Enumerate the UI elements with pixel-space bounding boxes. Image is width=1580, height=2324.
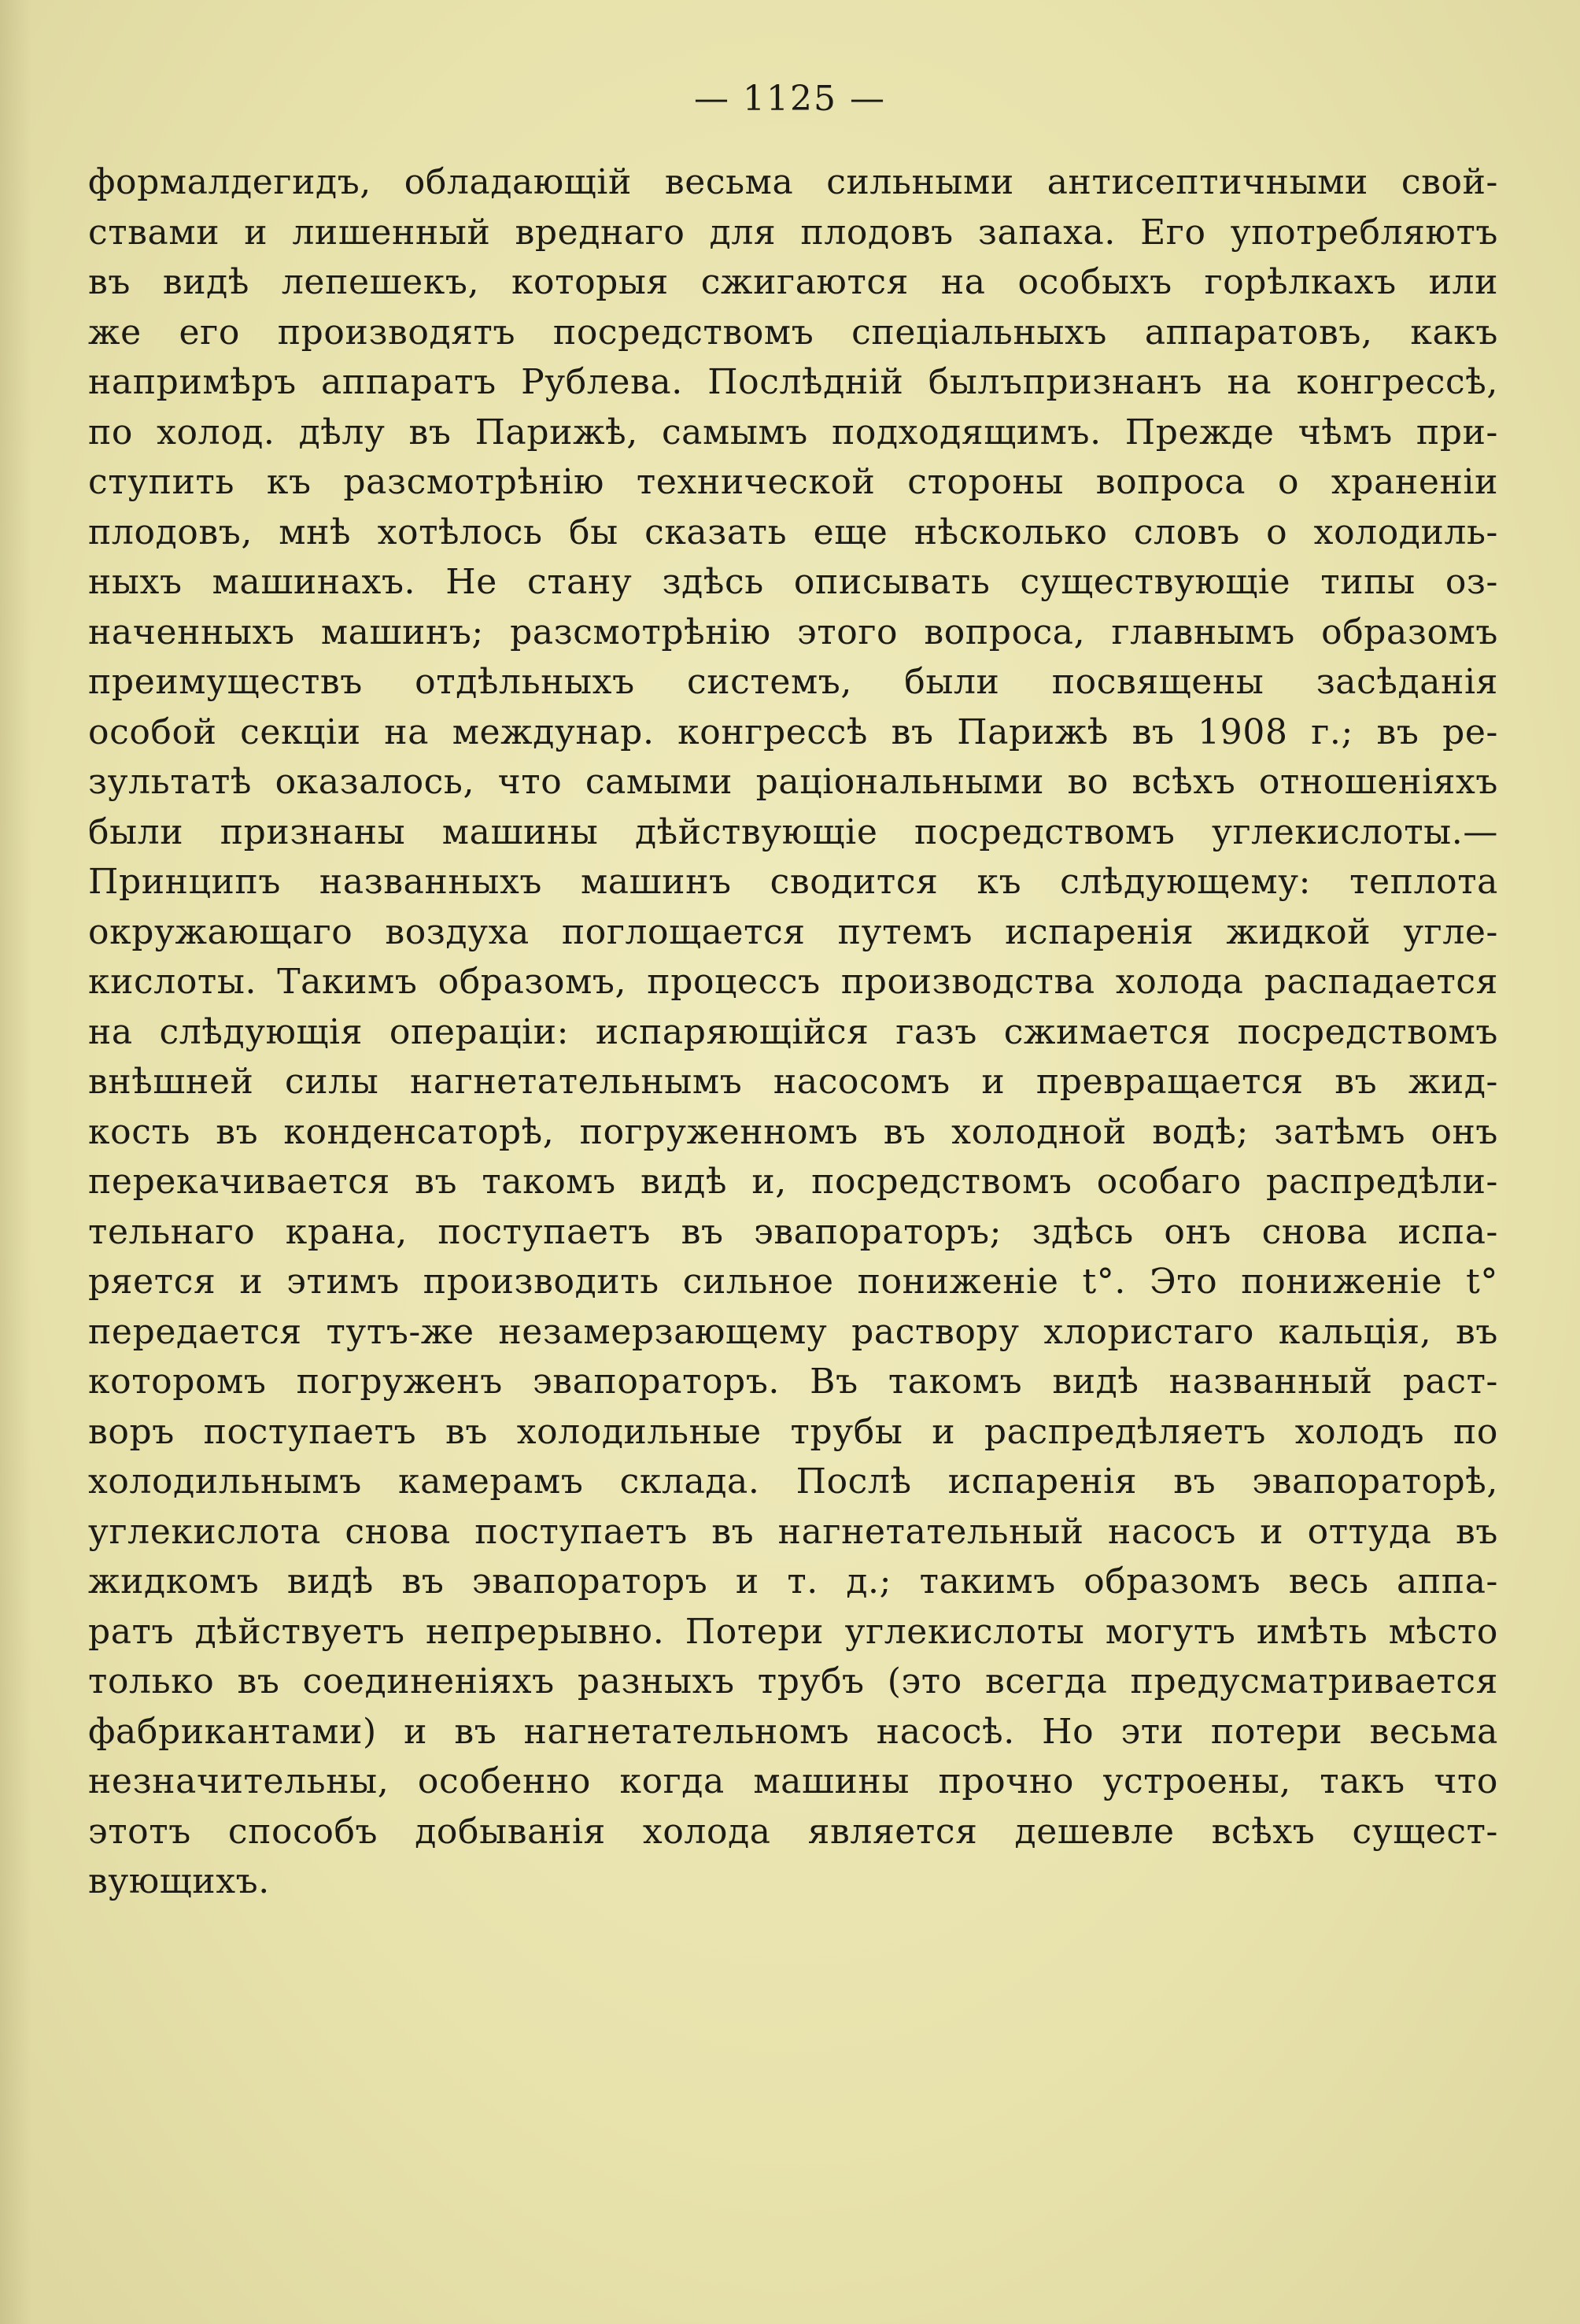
text-line: зультатѣ оказалось, что самыми раціональными во всѣхъ отношеніяхъ — [88, 762, 1498, 802]
text-line: внѣшней силы нагнетательнымъ насосомъ и превращается въ жид- — [88, 1062, 1498, 1102]
text-line: ратъ дѣйствуетъ непрерывно. Потери углекислоты могутъ имѣть мѣсто — [88, 1611, 1498, 1652]
text-line: ствами и лишенный вреднаго для плодовъ запаха. Его употребляютъ — [88, 212, 1498, 253]
text-line: ныхъ машинахъ. Не стану здѣсь описывать существующіе типы оз- — [88, 562, 1498, 602]
text-line: окружающаго воздуха поглощается путемъ испаренія жидкой угле- — [88, 911, 1498, 952]
page-edge-shadow — [0, 0, 31, 2324]
text-line: наченныхъ машинъ; разсмотрѣнію этого вопроса, главнымъ образомъ — [88, 611, 1498, 652]
text-line: воръ поступаетъ въ холодильные трубы и распредѣляетъ холодъ по — [88, 1411, 1498, 1452]
text-line: по холод. дѣлу въ Парижѣ, самымъ подходящимъ. Прежде чѣмъ при- — [88, 412, 1498, 453]
text-line: которомъ погруженъ эвапораторъ. Въ такомъ видѣ названный раст- — [88, 1362, 1498, 1402]
text-line: особой секціи на междунар. конгрессѣ въ Парижѣ въ 1908 г.; въ ре- — [88, 711, 1498, 752]
text-line: только въ соединеніяхъ разныхъ трубъ (это всегда предусматривается — [88, 1661, 1498, 1701]
text-line: формалдегидъ, обладающій весьма сильными антисептичными свой- — [88, 162, 1498, 202]
text-line: Принципъ названныхъ машинъ сводится къ слѣдующему: теплота — [88, 862, 1498, 902]
text-line: же его производятъ посредствомъ спеціальныхъ аппаратовъ, какъ — [88, 312, 1498, 353]
text-line: на слѣдующія операціи: испаряющійся газъ сжимается посредствомъ — [88, 1011, 1498, 1052]
text-line: преимуществъ отдѣльныхъ системъ, были посвящены засѣданія — [88, 662, 1498, 702]
text-line-last: вующихъ. — [88, 1861, 270, 1901]
text-line: ряется и этимъ производить сильное пониженіе t°. Это пониженіе t° — [88, 1262, 1498, 1302]
text-line: холодильнымъ камерамъ склада. Послѣ испаренія въ эвапораторѣ, — [88, 1461, 1498, 1502]
text-line: ступить къ разсмотрѣнію технической стороны вопроса о храненіи — [88, 462, 1498, 502]
text-line: фабрикантами) и въ нагнетательномъ насосѣ. Но эти потери весьма — [88, 1711, 1498, 1752]
text-line: углекислота снова поступаетъ въ нагнетательный насосъ и оттуда въ — [88, 1511, 1498, 1552]
text-line: передается тутъ-же незамерзающему раствору хлористаго кальція, въ — [88, 1311, 1498, 1352]
text-line: тельнаго крана, поступаетъ въ эвапораторъ; здѣсь онъ снова испа- — [88, 1211, 1498, 1252]
text-line: кость въ конденсаторѣ, погруженномъ въ холодной водѣ; затѣмъ онъ — [88, 1111, 1498, 1152]
text-line: кислоты. Такимъ образомъ, процессъ производства холода распадается — [88, 962, 1498, 1002]
text-line: жидкомъ видѣ въ эвапораторъ и т. д.; такимъ образомъ весь аппа- — [88, 1561, 1498, 1602]
page-number: — 1125 — — [694, 79, 886, 119]
text-line: плодовъ, мнѣ хотѣлось бы сказать еще нѣсколько словъ о холодиль- — [88, 512, 1498, 552]
text-line: напримѣръ аппаратъ Рублева. Послѣдній былъпризнанъ на конгрессѣ, — [88, 362, 1498, 402]
text-line: этотъ способъ добыванія холода является дешевле всѣхъ сущест- — [88, 1811, 1498, 1852]
text-line: перекачивается въ такомъ видѣ и, посредствомъ особаго распредѣли- — [88, 1162, 1498, 1202]
text-line: незначительны, особенно когда машины прочно устроены, такъ что — [88, 1761, 1498, 1801]
text-line: были признаны машины дѣйствующіе посредствомъ углекислоты.— — [88, 811, 1498, 852]
text-line: въ видѣ лепешекъ, которыя сжигаются на особыхъ горѣлкахъ или — [88, 262, 1498, 302]
body-text — [88, 157, 1498, 1907]
